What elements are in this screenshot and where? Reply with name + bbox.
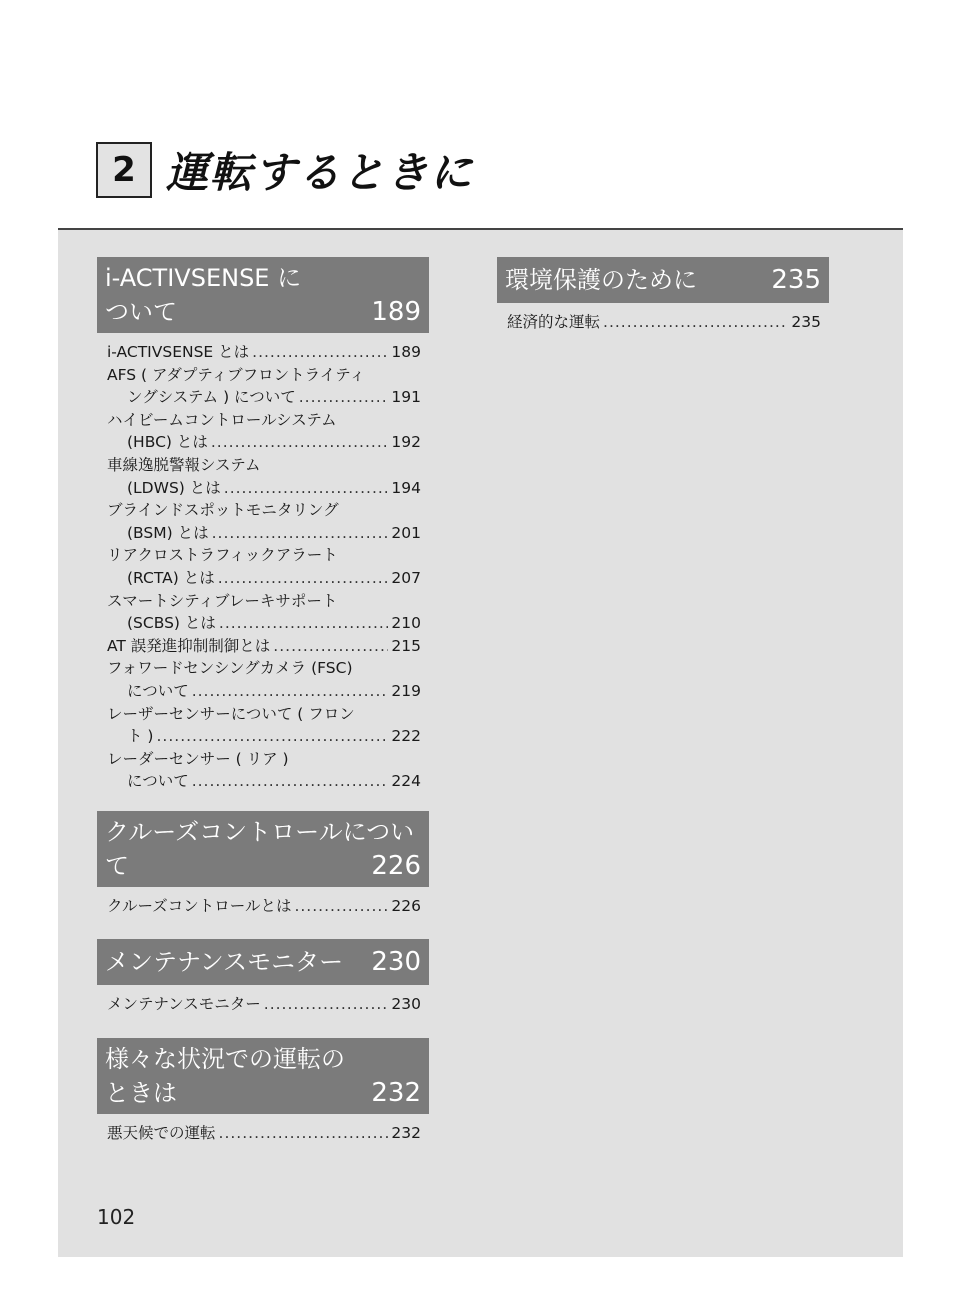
toc-entry[interactable]: 悪天候での運転 ..... 232 — [107, 1122, 421, 1145]
section-title-line1: 環境保護のために — [505, 266, 697, 294]
section-title-line2: て — [105, 851, 129, 880]
toc-entry-line1: ブラインドスポットモニタリング — [107, 501, 339, 520]
section-header-environment[interactable] — [497, 257, 829, 303]
chapter-header — [96, 140, 474, 200]
section-items-i-activsense — [97, 333, 429, 793]
page-number: 102 — [97, 1205, 136, 1229]
section-page: 226 — [371, 850, 421, 881]
section-title-line1: i-ACTIVSENSE に — [105, 264, 302, 292]
toc-entry[interactable]: について ..... 224 — [107, 770, 421, 793]
section-page: 232 — [371, 1078, 421, 1109]
section-header-various-conditions[interactable] — [97, 1038, 429, 1114]
toc-entry[interactable]: (RCTA) とは ..... 207 — [107, 567, 421, 590]
chapter-number: 2 — [96, 142, 152, 198]
section-header-maintenance-monitor[interactable] — [97, 939, 429, 985]
toc-entry[interactable]: について ..... 219 — [107, 680, 421, 703]
toc-entry[interactable]: (LDWS) とは ..... 194 — [107, 477, 421, 500]
section-header-cruise-control[interactable] — [97, 811, 429, 887]
toc-entry-line1: フォワードセンシングカメラ (FSC) — [107, 659, 353, 678]
toc-entry-line1: AFS ( アダプティブフロントライティ — [107, 365, 365, 384]
toc-entry-line1: リアクロストラフィックアラート — [107, 546, 338, 565]
toc-entry[interactable]: ングシステム ) について ..... 191 — [107, 386, 421, 409]
section-title-line1: 様々な状況での運転の — [105, 1045, 345, 1074]
toc-entry[interactable]: メンテナンスモニター ..... 230 — [107, 993, 421, 1016]
section-items-various-conditions — [97, 1114, 429, 1145]
section-title-line2: ときは — [105, 1079, 177, 1108]
section-page: 189 — [371, 297, 421, 327]
section-page: 230 — [371, 947, 421, 978]
chapter-title: 運転するときに — [166, 148, 475, 197]
section-header-i-activsense[interactable] — [97, 257, 429, 333]
toc-entry-line1: レーザーセンサーについて ( フロン — [107, 704, 355, 723]
toc-entry[interactable]: ト ) ..... 222 — [107, 725, 421, 748]
toc-entry[interactable]: i-ACTIVSENSE とは ..... 189 — [107, 341, 421, 364]
toc-entry-line1: スマートシティブレーキサポート — [107, 591, 338, 610]
section-page: 235 — [771, 265, 821, 295]
toc-entry[interactable]: (SCBS) とは ..... 210 — [107, 612, 421, 635]
toc-entry[interactable]: (BSM) とは ..... 201 — [107, 522, 421, 545]
contents-right-column — [497, 257, 829, 334]
toc-entry[interactable]: AT 誤発進抑制制御とは ..... 215 — [107, 635, 421, 658]
toc-entry[interactable]: 経済的な運転 ..... 235 — [507, 311, 821, 334]
toc-entry-line1: 車線逸脱警報システム — [107, 455, 261, 474]
toc-entry[interactable]: クルーズコントロールとは ..... 226 — [107, 895, 421, 918]
section-title-line1: メンテナンスモニター — [105, 948, 344, 977]
section-items-maintenance-monitor — [97, 985, 429, 1016]
section-title-line1: クルーズコントロールについ — [105, 817, 415, 846]
contents-left-column — [97, 257, 429, 1145]
section-items-environment — [497, 303, 829, 334]
toc-entry[interactable]: (HBC) とは ..... 192 — [107, 431, 421, 454]
toc-entry-line1: ハイビームコントロールシステム — [107, 410, 337, 429]
section-items-cruise-control — [97, 887, 429, 918]
section-title-line2: ついて — [105, 298, 177, 326]
toc-entry-line1: レーダーセンサー ( リア ) — [107, 749, 289, 768]
